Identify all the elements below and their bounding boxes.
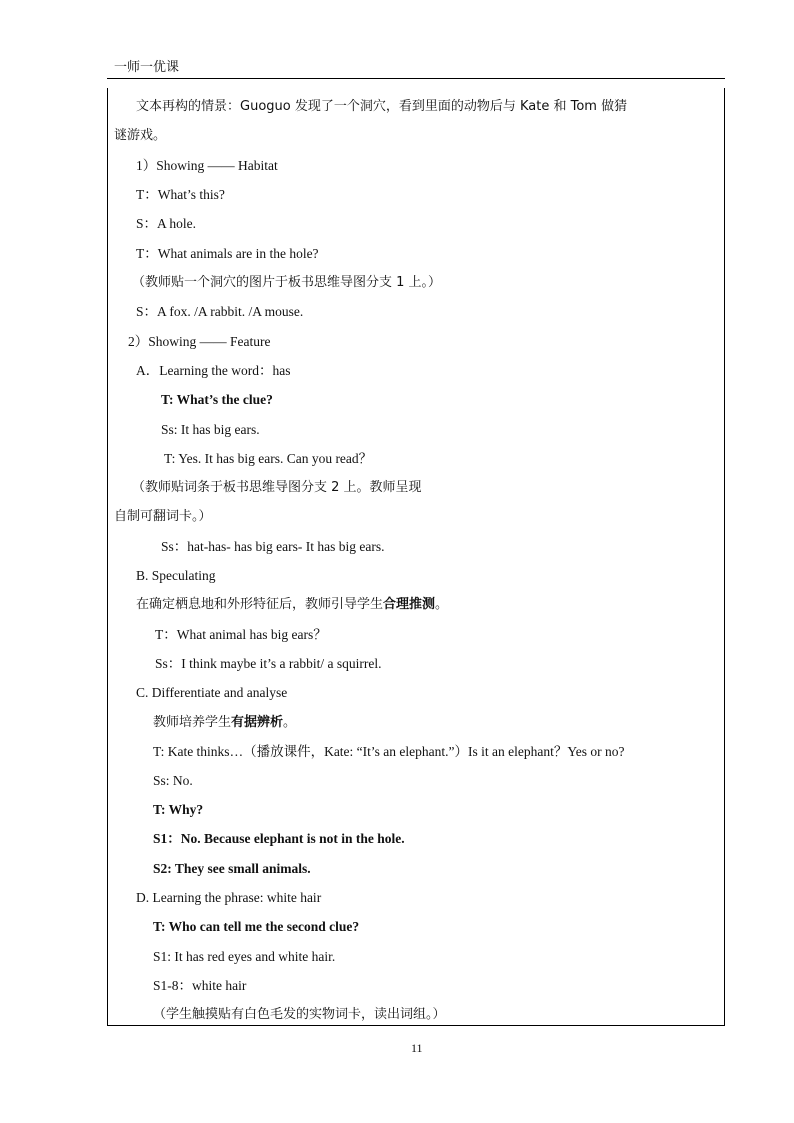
section-heading-showing-feature: 2）Showing —— Feature [128, 334, 271, 349]
method-note-emphasis: 合理推测 [383, 597, 436, 612]
method-note-text: 在确定栖息地和外形特征后，教师引导学生 [136, 597, 384, 612]
teacher-note-continued: 自制可翻词卡。） [114, 509, 212, 524]
method-note-text: 教师培养学生 [153, 715, 232, 730]
method-note [153, 714, 296, 732]
page-number: 11 [411, 1041, 423, 1055]
teacher-note: （教师贴一个洞穴的图片于板书思维导图分支 1 上。） [132, 275, 442, 290]
dialogue-line: T：What’s this? [136, 187, 225, 202]
dialogue-line-bold: S2: They see small animals. [153, 861, 311, 876]
dialogue-line: S1: It has red eyes and white hair. [153, 949, 336, 964]
dialogue-line-bold: T: Why? [153, 802, 204, 817]
method-note-punct: 。 [283, 715, 297, 730]
subsection-heading-d: D. Learning the phrase: white hair [136, 890, 322, 905]
dialogue-line: S1-8：white hair [153, 978, 247, 993]
dialogue-line-bold: S1：No. Because elephant is not in the hole. [153, 831, 405, 846]
teacher-note: （教师贴词条于板书思维导图分支 2 上。教师呈现 [132, 480, 422, 495]
dialogue-line-bold: T: Who can tell me the second clue? [153, 919, 360, 934]
method-note-emphasis: 有据辨析 [231, 715, 284, 730]
dialogue-line: T：What animal has big ears？ [155, 627, 327, 642]
dialogue-line: Ss: No. [153, 773, 193, 788]
method-note [136, 596, 448, 614]
dialogue-line: T: Yes. It has big ears. Can you read？ [164, 451, 373, 466]
dialogue-line: Ss：hat-has- has big ears- It has big ears. [161, 539, 385, 554]
text-line-2: 谜游戏。 [114, 128, 167, 143]
header-rule [107, 78, 725, 79]
dialogue-line-bold: T: What’s the clue? [161, 392, 273, 407]
dialogue-line: S：A fox. /A rabbit. /A mouse. [136, 304, 304, 319]
dialogue-line: S：A hole. [136, 216, 197, 231]
subsection-heading-a: A．Learning the word：has [136, 363, 291, 378]
subsection-heading-b: B. Speculating [136, 568, 216, 583]
subsection-heading-c: C. Differentiate and analyse [136, 685, 288, 700]
content-table-cell [107, 88, 725, 1026]
dialogue-line: T: Kate thinks…（播放课件，Kate: “It’s an elephant.”）Is it an elephant？Yes or no? [153, 744, 625, 759]
section-heading-showing-habitat: 1）Showing —— Habitat [136, 158, 278, 173]
dialogue-line: Ss: It has big ears. [161, 422, 260, 437]
dialogue-line: T：What animals are in the hole? [136, 246, 319, 261]
page-header-title: 一师一优课 [114, 60, 180, 75]
method-note-punct: 。 [435, 597, 449, 612]
text-line-1: 文本再构的情景：Guoguo 发现了一个洞穴，看到里面的动物后与 Kate 和 Tom 做猜 [136, 99, 628, 114]
dialogue-line: Ss：I think maybe it’s a rabbit/ a squirrel. [155, 656, 382, 671]
student-activity-note: （学生触摸贴有白色毛发的实物词卡，读出词组。） [153, 1007, 446, 1022]
